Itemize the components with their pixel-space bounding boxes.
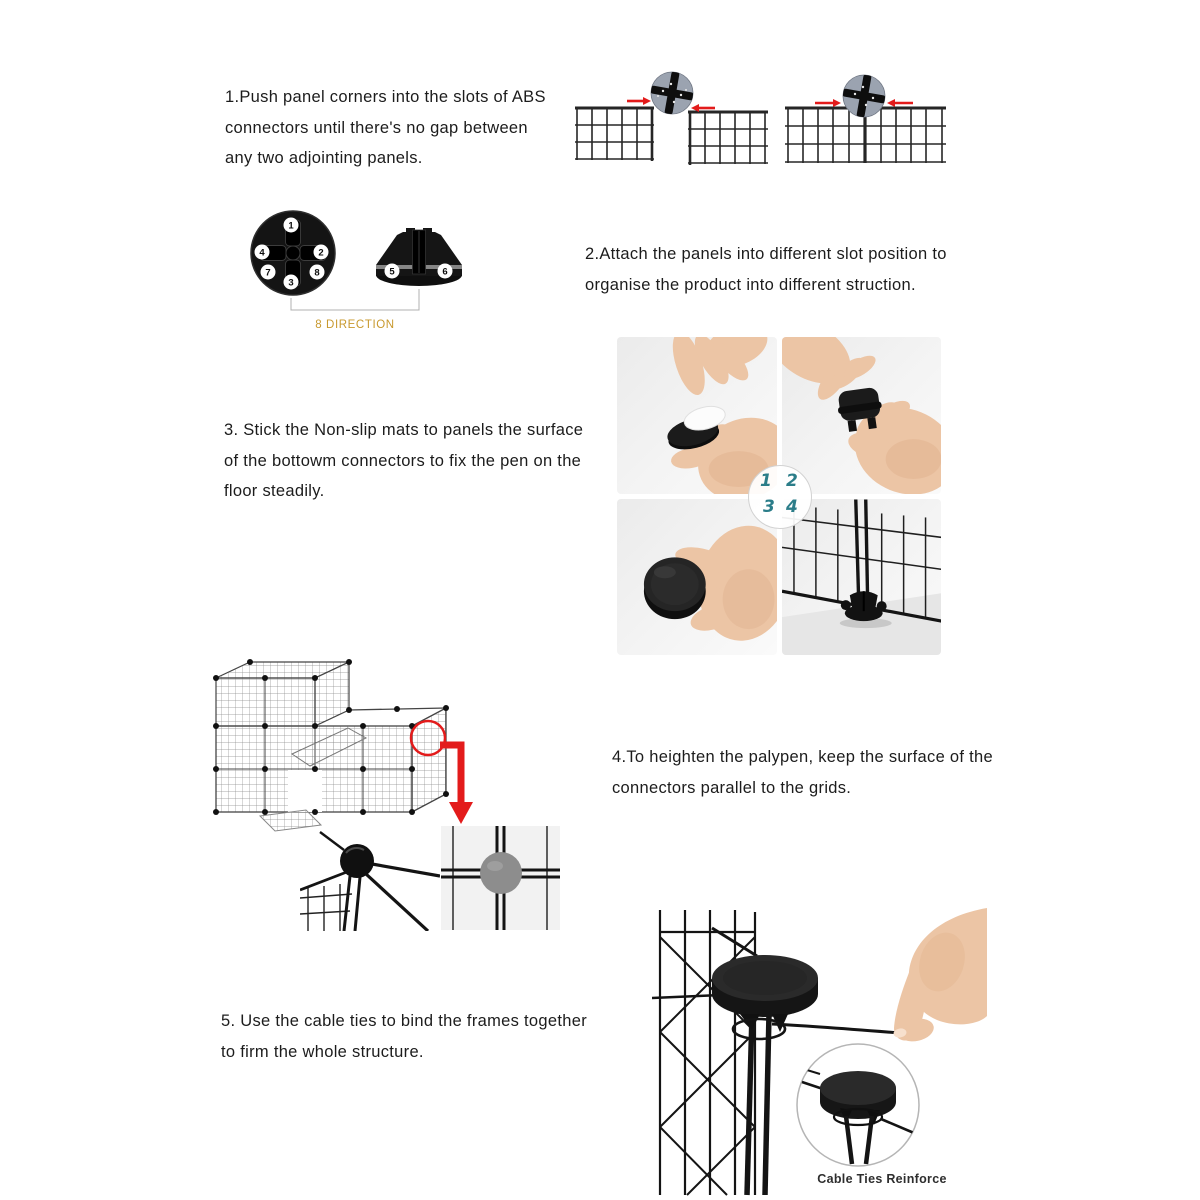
ball-connector bbox=[340, 844, 374, 878]
step-4-text bbox=[612, 742, 993, 803]
fig-panels-joined bbox=[783, 58, 948, 173]
direction-badge-6: 6 bbox=[442, 266, 448, 278]
step-1-line-2: connectors until there's no gap between bbox=[225, 118, 528, 137]
direction-badge-5: 5 bbox=[389, 266, 395, 278]
step-3-line-1: 3. Stick the Non-slip mats to panels the surface bbox=[224, 421, 584, 439]
step-3-line-3: floor steadily. bbox=[224, 482, 325, 500]
direction-label: 8 DIRECTION bbox=[315, 319, 395, 331]
cable-tie-loop bbox=[733, 1019, 785, 1039]
step-4-line-1: 4.To heighten the palypen, keep the surface of the bbox=[612, 748, 994, 766]
connector-side-view bbox=[376, 228, 462, 286]
direction-bracket bbox=[291, 289, 419, 310]
wire-grid bbox=[660, 910, 755, 1195]
step-3-text bbox=[224, 415, 583, 507]
connector-inset-icon bbox=[648, 69, 697, 118]
direction-badge-1: 1 bbox=[288, 220, 294, 232]
step-1-line-3: any two adjointing panels. bbox=[225, 149, 423, 167]
photo-step-mat-4 bbox=[782, 499, 942, 656]
step-5-text bbox=[221, 1006, 587, 1067]
photo-mat-disc-illustration bbox=[617, 499, 777, 656]
photo-step-mat-2 bbox=[782, 337, 942, 494]
connector-top-view bbox=[251, 211, 335, 295]
hand bbox=[893, 908, 987, 1045]
step-number-3: 3 bbox=[763, 497, 775, 517]
photo-hold-connector-illustration bbox=[782, 337, 942, 494]
cable-tie-tail bbox=[772, 1024, 900, 1033]
wire-panel-left bbox=[575, 107, 654, 161]
photo-foot-installed-illustration bbox=[782, 499, 942, 656]
step-4-line-2: connectors parallel to the grids. bbox=[612, 778, 852, 797]
step-5-line-1: 5. Use the cable ties to bind the frames together bbox=[221, 1012, 587, 1030]
step-2-line-2: organise the product into different struction. bbox=[585, 275, 916, 294]
step-number-2: 2 bbox=[786, 471, 798, 491]
direction-badge-8: 8 bbox=[314, 267, 320, 279]
direction-badge-2: 2 bbox=[318, 247, 324, 259]
photo-peel-mat-illustration bbox=[617, 337, 777, 494]
step-2-line-1: 2.Attach the panels into different slot position to bbox=[585, 245, 947, 263]
step-number-4: 4 bbox=[786, 497, 798, 517]
direction-badge-7: 7 bbox=[265, 267, 271, 279]
step-5-line-2: to firm the whole structure. bbox=[221, 1042, 424, 1061]
wire-panel-right bbox=[688, 111, 768, 165]
step-3-line-2: of the bottowm connectors to fix the pen on the bbox=[224, 451, 582, 470]
fig-connector-8-direction bbox=[235, 205, 465, 340]
cable-ties-caption: Cable Ties Reinforce bbox=[817, 1172, 947, 1186]
photo-step-mat-1 bbox=[617, 337, 777, 494]
fig-connector-closeup-right bbox=[441, 826, 560, 930]
fig-cable-ties bbox=[652, 902, 987, 1198]
step-1-line-1: 1.Push panel corners into the slots of ABS bbox=[225, 88, 546, 106]
photo-step-mat-3 bbox=[617, 499, 777, 656]
disc-connector bbox=[480, 852, 522, 894]
direction-badge-4: 4 bbox=[259, 247, 265, 259]
step-number-circle bbox=[748, 465, 812, 529]
fig-playpen-diagram bbox=[200, 658, 475, 836]
cable-inset bbox=[797, 1044, 919, 1166]
step-2-text bbox=[585, 239, 947, 300]
fig-connector-closeup-left bbox=[300, 828, 440, 931]
step-1-text bbox=[225, 82, 546, 174]
fig-panels-separated bbox=[575, 58, 770, 173]
step-number-1: 1 bbox=[760, 471, 772, 491]
direction-badge-3: 3 bbox=[288, 277, 294, 289]
